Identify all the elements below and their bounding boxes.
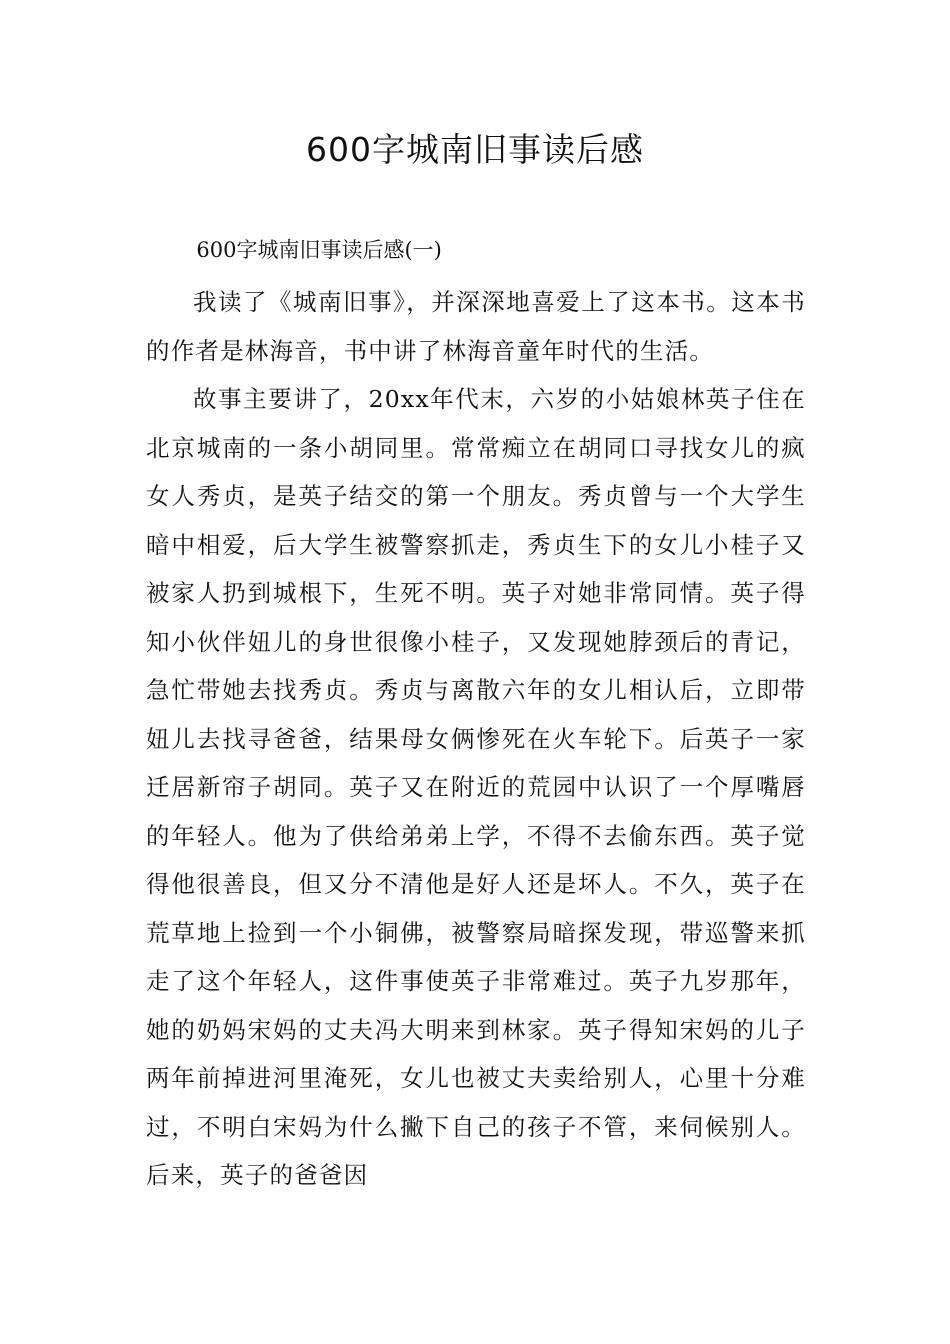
- paragraph-1: 我读了《城南旧事》，并深深地喜爱上了这本书。这本书的作者是林海音，书中讲了林海音童年时代的生活。: [146, 288, 806, 365]
- document-title: 600字城南旧事读后感: [306, 130, 644, 169]
- paragraph-2: 故事主要讲了，20xx年代末，六岁的小姑娘林英子住在北京城南的一条小胡同里。常常痴立在胡同口寻找女儿的疯女人秀贞，是英子结交的第一个朋友。秀贞曾与一个大学生暗中相爱，后大学生被警察抓走，秀贞生下的女儿小桂子又被家人扔到城根下，生死不明。英子对她非常同情。英子得知小伙伴妞儿的身世很像小桂子，又发现她脖颈后的青记，急忙带她去找秀贞。秀贞与离散六年的女儿相认后，立即带妞儿去找寻爸爸，结果母女俩惨死在火车轮下。后英子一家迁居新帘子胡同。英子又在附近的荒园中认识了一个厚嘴唇的年轻人。他为了供给弟弟上学，不得不去偷东西。英子觉得他很善良，但又分不清他是好人还是坏人。不久，英子在荒草地上捡到一个小铜佛，被警察局暗探发现，带巡警来抓走了这个年轻人，这件事使英子非常难过。英子九岁那年，她的奶妈宋妈的丈夫冯大明来到林家。英子得知宋妈的儿子两年前掉进河里淹死，女儿也被丈夫卖给别人，心里十分难过，不明白宋妈为什么撇下自己的孩子不管，来伺候别人。后来，英子的爸爸因: [146, 385, 806, 1189]
- document-body: [146, 226, 806, 1200]
- section-heading: 600字城南旧事读后感(一): [196, 238, 442, 262]
